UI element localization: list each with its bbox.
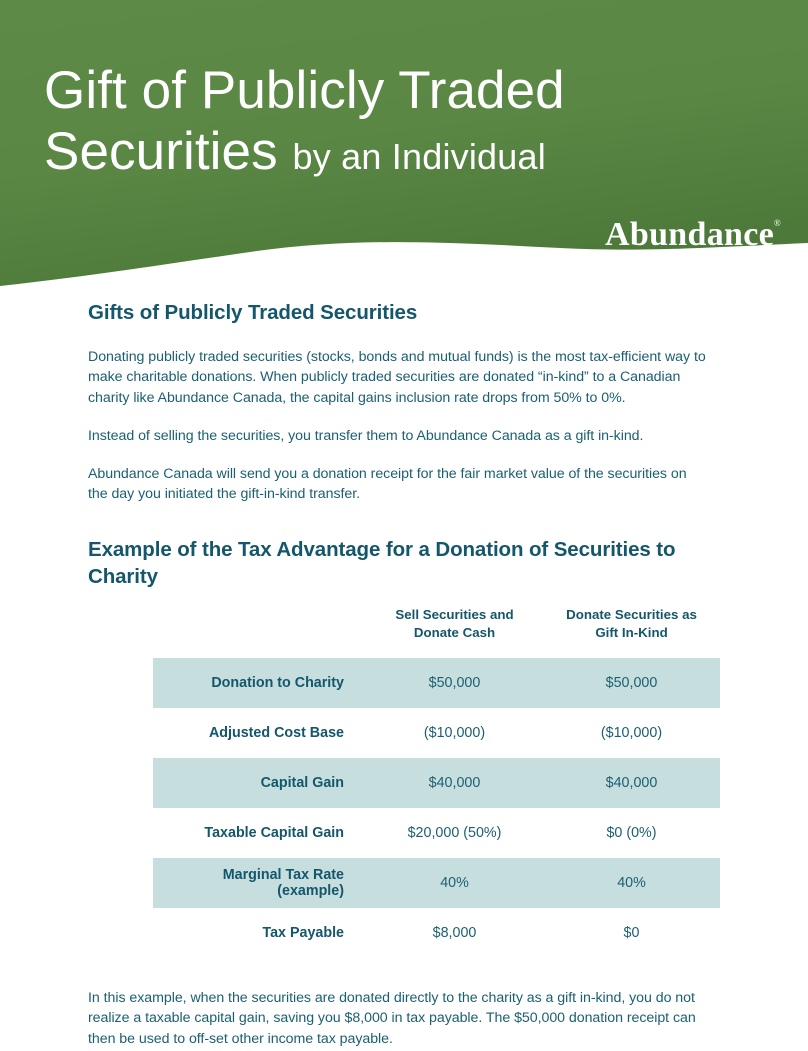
page-title-line-2: Securities [44, 122, 278, 182]
page-title [44, 60, 744, 183]
table-row [153, 808, 720, 858]
table-row-label: Marginal Tax Rate (example) [153, 858, 366, 908]
table-row-label: Adjusted Cost Base [153, 708, 366, 758]
table-cell-sell-cash: $20,000 (50%) [366, 808, 543, 858]
intro-paragraph-2: Instead of selling the securities, you transfer them to Abundance Canada as a gift in-kind. [88, 427, 644, 444]
logo-wordmark [605, 216, 781, 253]
table-row [153, 658, 720, 708]
column-header-gift-in-kind [543, 606, 720, 657]
table-cell-sell-cash: $50,000 [366, 658, 543, 708]
table-cell-sell-cash: ($10,000) [366, 708, 543, 758]
page-header [0, 0, 808, 295]
table-cell-gift-in-kind: 40% [543, 858, 720, 908]
table-row-label: Capital Gain [153, 758, 366, 808]
column-header-gift-in-kind-line-1: Donate Securities as [566, 607, 697, 623]
logo-subtitle: CANADA [693, 254, 773, 268]
page-body [0, 295, 808, 1050]
column-header-sell-cash-line-1: Sell Securities and [395, 607, 514, 623]
intro-paragraph-3: Abundance Canada will send you a donation receipt for the fair market value of the securities on the day you initiated the gift-in-kind transfer. [88, 465, 687, 503]
abundance-canada-logo [605, 216, 781, 268]
table-cell-gift-in-kind: ($10,000) [543, 708, 720, 758]
intro-heading: Gifts of Publicly Traded Securities [88, 301, 418, 324]
page-title-line-1: Gift of Publicly Traded [44, 61, 565, 120]
intro-paragraph-1: Donating publicly traded securities (stocks, bonds and mutual funds) is the most tax-efficient way to make charitable donations. When publicly traded securities are donated “in-kind” to a Canadian charity like Abundance Canada, the capital gains inclusion rate drops from 50% to 0%. [88, 348, 706, 407]
tax-comparison-table-wrapper [88, 606, 720, 957]
closing-paragraph: In this example, when the securities are donated directly to the charity as a gift in-kind, you do not realize a taxable capital gain, saving you $8,000 in tax payable. The $50,000 donation receipt can then be used to off-set other income tax payable. [88, 989, 696, 1048]
column-header-sell-cash [366, 606, 543, 657]
table-cell-gift-in-kind: $40,000 [543, 758, 720, 808]
table-body [153, 658, 720, 958]
registered-trademark-icon: ® [773, 218, 781, 228]
column-header-sell-cash-line-2: Donate Cash [413, 625, 496, 640]
table-row [153, 758, 720, 808]
table-row [153, 708, 720, 758]
table-cell-gift-in-kind: $50,000 [543, 658, 720, 708]
example-heading: Example of the Tax Advantage for a Donation of Securities to Charity [88, 538, 676, 588]
logo-wordmark-text: Abundance [605, 216, 774, 253]
table-cell-gift-in-kind: $0 [543, 908, 720, 958]
table-cell-sell-cash: 40% [366, 858, 543, 908]
column-header-blank [153, 606, 366, 657]
table-row-label: Donation to Charity [153, 658, 366, 708]
column-header-gift-in-kind-line-2: Gift In-Kind [595, 625, 668, 640]
table-row [153, 858, 720, 908]
table-cell-sell-cash: $8,000 [366, 908, 543, 958]
table-cell-gift-in-kind: $0 (0%) [543, 808, 720, 858]
tax-comparison-table [153, 606, 720, 957]
page-title-suffix: by an Individual [292, 136, 546, 178]
table-row-label: Taxable Capital Gain [153, 808, 366, 858]
table-row-label: Tax Payable [153, 908, 366, 958]
table-cell-sell-cash: $40,000 [366, 758, 543, 808]
table-header-row [153, 606, 720, 657]
table-row [153, 908, 720, 958]
